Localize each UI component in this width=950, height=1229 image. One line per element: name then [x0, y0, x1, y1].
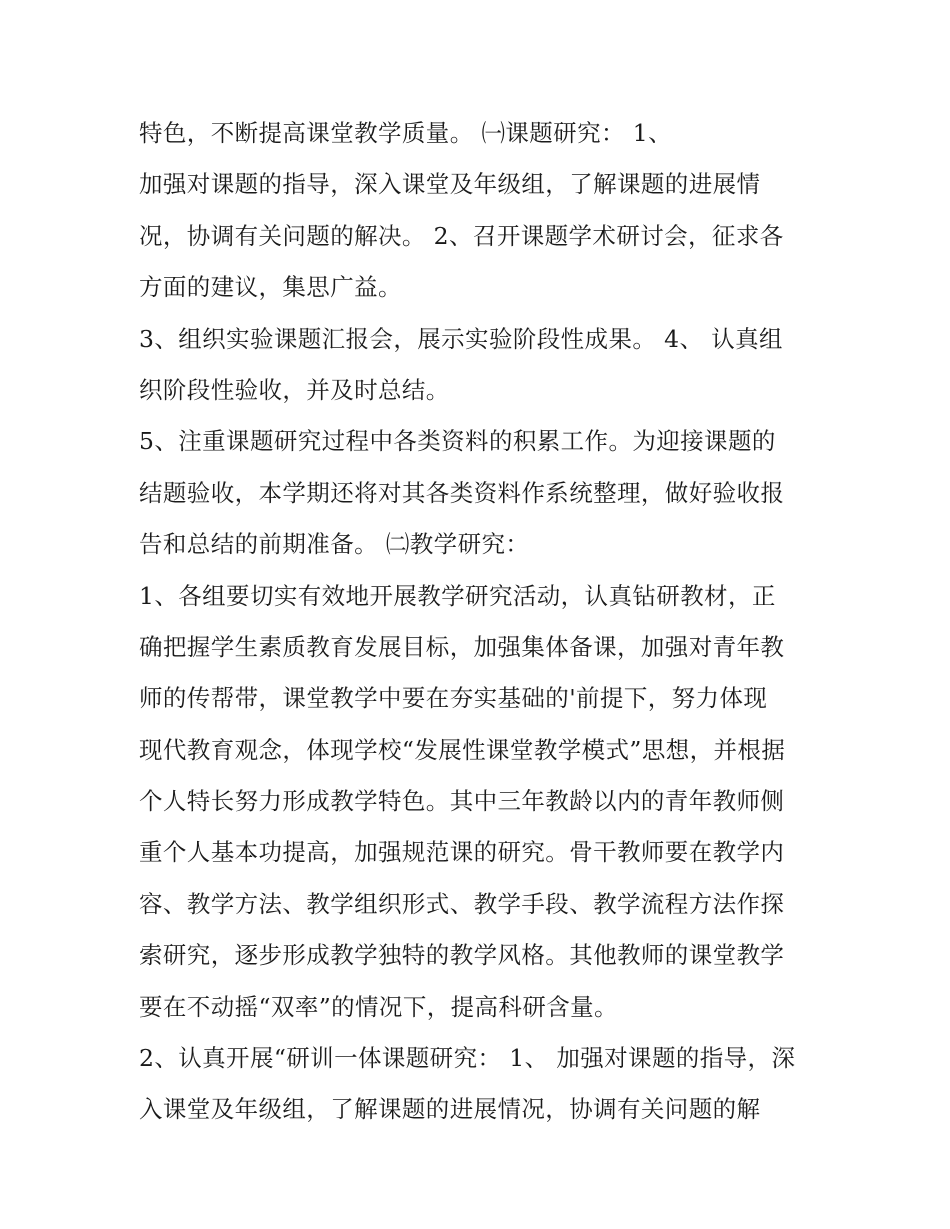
text-line: 织阶段性验收，并及时总结。 — [139, 375, 450, 404]
text-line: 1、各组要切实有效地开展教学研究活动，认真钻研教材，正 — [139, 581, 776, 610]
text-line: 方面的建议，集思广益。 — [139, 273, 402, 302]
text-line: 入课堂及年级组，了解课题的进展情况，协调有关问题的解 — [139, 1095, 761, 1124]
text-line: 要在不动摇“双率”的情况下，提高科研含量。 — [139, 992, 618, 1021]
text-line: 个人特长努力形成教学特色。其中三年教龄以内的青年教师侧 — [139, 787, 785, 816]
text-line: 索研究，逐步形成教学独特的教学风格。其他教师的课堂教学 — [139, 941, 785, 970]
text-line: 现代教育观念，体现学校“发展性课堂教学模式”思想，并根据 — [139, 735, 786, 764]
text-line: 3、组织实验课题汇报会，展示实验阶段性成果。 4、 认真组 — [139, 324, 783, 353]
text-line: 容、教学方法、教学组织形式、教学手段、教学流程方法作探 — [139, 889, 785, 918]
document-body — [139, 108, 829, 1136]
text-line: 加强对课题的指导，深入课堂及年级组，了解课题的进展情 — [139, 170, 761, 199]
text-line: 2、认真开展“研训一体课题研究： 1、 加强对课题的指导，深 — [139, 1044, 796, 1073]
text-line: 师的传帮带，课堂教学中要在夯实基础的'前提下，努力体现 — [139, 684, 768, 713]
text-line: 确把握学生素质教育发展目标，加强集体备课，加强对青年教 — [139, 632, 785, 661]
text-line: 告和总结的前期准备。 ㈡教学研究： — [139, 530, 530, 559]
text-line: 重个人基本功提高，加强规范课的研究。骨干教师要在教学内 — [139, 838, 785, 867]
text-line: 5、注重课题研究过程中各类资料的积累工作。为迎接课题的 — [139, 427, 776, 456]
text-line: 结题验收，本学期还将对其各类资料作系统整理，做好验收报 — [139, 478, 785, 507]
text-line: 特色，不断提高课堂教学质量。 ㈠课题研究： 1、 — [139, 119, 672, 147]
text-line: 况，协调有关问题的解决。 2、召开课题学术研讨会，征求各 — [139, 221, 784, 250]
